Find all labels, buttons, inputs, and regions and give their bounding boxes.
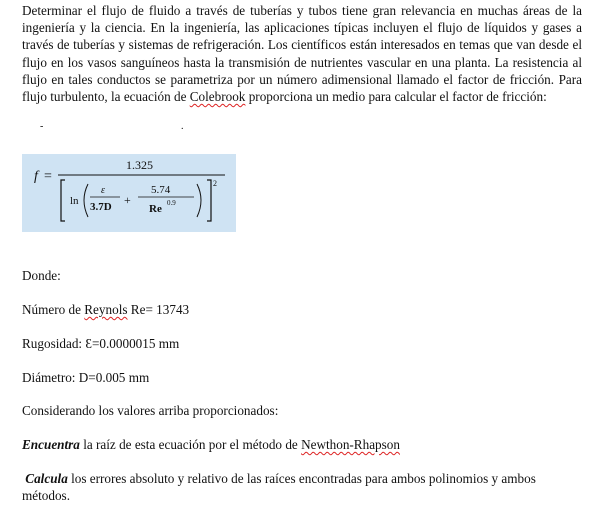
formula-5-74: 5.74 bbox=[151, 184, 171, 196]
colebrook-formula bbox=[22, 154, 236, 232]
stray-marks bbox=[0, 121, 600, 132]
intro-paragraph bbox=[22, 2, 582, 105]
formula-plus: + bbox=[124, 193, 131, 207]
calcula-word: Calcula bbox=[25, 471, 68, 486]
calcula-line bbox=[22, 470, 582, 504]
formula-graphic bbox=[22, 154, 236, 232]
formula-epsilon: ε bbox=[101, 185, 105, 196]
reynols-word: Reynols bbox=[84, 302, 128, 317]
intro-text: Determinar el flujo de fluido a través de tuberías y tubos tiene gran relevancia en muchas áreas de la ingeniería y la ciencia. En la ingeniería, las aplicaciones típicas incluyen el flujo de líquidos y gases a través de tuberías y sistemas de refrigeración. Los científicos están interesados en temas que van desde el flujo en los vasos sanguíneos hasta la transmisión de nutrientes vascular en una planta. La resistencia al flujo en tales conductos se parametriza por un número adimensional llamado el factor de fricción. Para flujo turbulento, la ecuación de bbox=[22, 3, 582, 105]
encuentra-line bbox=[22, 437, 400, 453]
encuentra-text: la raíz de esta ecuación por el método de bbox=[79, 437, 302, 452]
formula-equals: = bbox=[44, 169, 52, 184]
formula-numerator: 1.325 bbox=[126, 158, 153, 172]
reynolds-label: Número de bbox=[22, 302, 85, 317]
stray-dot: . bbox=[181, 121, 184, 132]
formula-ln: ln bbox=[70, 195, 79, 207]
donde-label: Donde: bbox=[22, 268, 61, 283]
rugosidad-line: Rugosidad: Ɛ=0.0000015 mm bbox=[22, 336, 180, 351]
newton-word: Newthon-Rhapson bbox=[301, 437, 400, 452]
formula-exp2: 2 bbox=[213, 179, 217, 188]
diametro-line: Diámetro: D=0.005 mm bbox=[22, 370, 150, 385]
encuentra-word: Encuentra bbox=[22, 437, 80, 452]
left-paren bbox=[84, 184, 88, 217]
right-bracket bbox=[207, 180, 211, 221]
reynolds-line bbox=[22, 302, 189, 318]
intro-text-end: proporciona un medio para calcular el factor de fricción: bbox=[245, 89, 547, 105]
right-paren bbox=[197, 184, 201, 217]
formula-3-7d: 3.7D bbox=[90, 201, 112, 213]
formula-re: Re bbox=[149, 203, 162, 215]
formula-f: f bbox=[34, 169, 38, 184]
colebrook-word: Colebrook bbox=[189, 89, 246, 105]
considerando-line: Considerando los valores arriba proporcionados: bbox=[22, 403, 279, 418]
left-bracket bbox=[61, 180, 65, 221]
formula-exp09: 0.9 bbox=[167, 199, 176, 207]
calcula-text: los errores absoluto y relativo de las raíces encontradas para ambos polinomios y ambos métodos. bbox=[22, 471, 536, 503]
reynolds-value: Re= 13743 bbox=[127, 302, 190, 317]
stray-dash: - bbox=[40, 121, 44, 132]
